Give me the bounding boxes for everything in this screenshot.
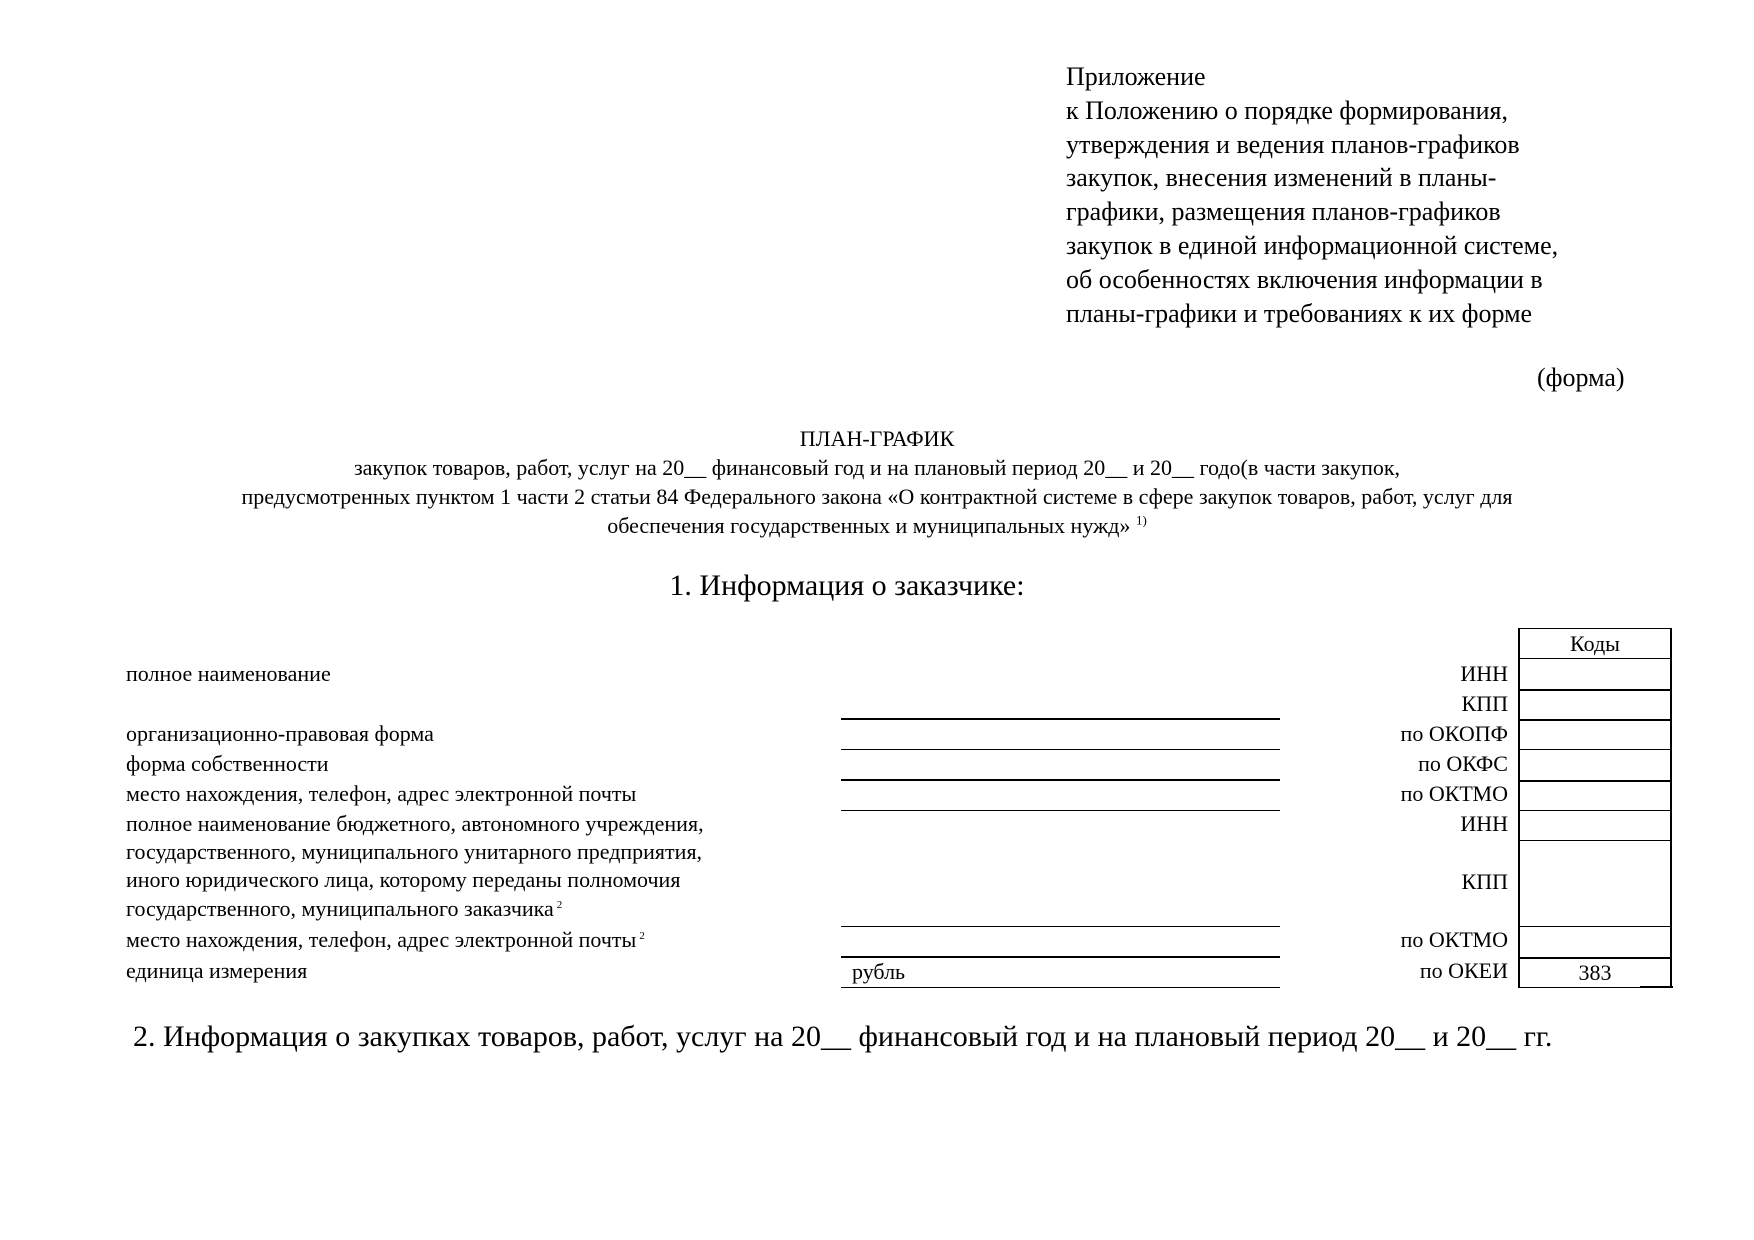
title-line-2: предусмотренных пунктом 1 части 2 статьи 84 Федерального закона «О контрактной системе в сфере закупок товаров, работ, услуг для [241,484,1513,509]
ownership-form-field-line[interactable] [841,779,1280,781]
code-cell-okopf[interactable] [1519,720,1671,750]
code-label-kpp: КПП [1461,691,1508,716]
code-cell-kpp[interactable] [1519,690,1671,720]
appendix-line: закупок в единой информационной системе, [1066,230,1559,260]
code-cell-okei[interactable]: 383 [1519,958,1671,988]
field-label-delegated-entity-1: полное наименование бюджетного, автономного учреждения, [126,811,704,836]
field-label-location: место нахождения, телефон, адрес электронной почты [126,781,637,806]
code-label-okfs: по ОКФС [1418,751,1508,776]
code-cell-kpp-2[interactable] [1519,841,1671,927]
footnote-mark: 1) [1135,512,1147,528]
footnote-mark: 2 [639,929,645,942]
code-cell-oktmo[interactable] [1519,781,1671,811]
appendix-line: планы-графики и требованиях к их форме [1066,298,1533,328]
field-label-full-name: полное наименование [126,661,331,686]
code-cell-oktmo-2[interactable] [1519,927,1671,958]
code-label-oktmo: по ОКТМО [1400,781,1508,806]
location-2-field-line[interactable] [841,956,1280,958]
title-main: ПЛАН-ГРАФИК [799,426,955,451]
footnote-mark: 2 [556,898,563,911]
field-label-delegated-entity-4 [126,895,562,923]
code-label-oktmo-2: по ОКТМО [1400,927,1508,952]
full-name-field-line[interactable] [841,718,1280,720]
appendix-header [1066,60,1706,330]
table-border-accent [1640,986,1673,988]
title-line-1: закупок товаров, работ, услуг на 20__ финансовый год и на плановый период 20__ и 20__ годо(в части закупок, [353,455,1401,480]
appendix-line: об особенностях включения информации в [1066,264,1543,294]
appendix-line: Приложение [1066,62,1206,91]
code-cell-inn[interactable] [1519,659,1671,690]
section-1-heading [0,568,1754,604]
form-label: (форма) [1537,363,1625,392]
code-label-inn: ИНН [1460,661,1508,686]
field-label-legal-form: организационно-правовая форма [126,721,434,746]
section-2-heading: 2. Информация о закупках товаров, работ, услуг на 20__ финансовый год и на плановый период 20__ и 20__ гг. [133,1020,1553,1053]
codes-header: Коды [1519,629,1671,659]
appendix-line: закупок, внесения изменений в планы- [1066,163,1497,193]
field-label-text: государственного, муниципального заказчика [126,896,554,921]
code-label-okopf: по ОКОПФ [1400,721,1508,746]
code-label-kpp-2: КПП [1461,869,1508,894]
document-title [0,424,1754,540]
code-label-inn-2: ИНН [1460,811,1508,836]
field-label-delegated-entity-3: иного юридического лица, которому переданы полномочия [126,867,681,892]
field-label-ownership-form: форма собственности [126,751,329,776]
legal-form-field-line[interactable] [841,749,1280,750]
title-line-3-text: обеспечения государственных и муниципальных нужд» [607,513,1131,538]
appendix-line: к Положению о порядке формирования, [1066,95,1509,125]
unit-field-line[interactable] [841,987,1280,988]
location-field-line[interactable] [841,810,1280,811]
codes-table [1518,628,1672,988]
appendix-line: графики, размещения планов-графиков [1066,197,1501,227]
delegated-entity-field-line[interactable] [841,926,1280,927]
code-label-okei: по ОКЕИ [1419,958,1508,983]
code-cell-inn-2[interactable] [1519,811,1671,841]
field-label-unit: единица измерения [126,958,308,983]
title-line-3 [0,511,1754,540]
appendix-line: утверждения и ведения планов-графиков [1066,129,1520,159]
field-label-delegated-entity-2: государственного, муниципального унитарного предприятия, [126,839,703,864]
code-cell-okfs[interactable] [1519,750,1671,781]
section-1-heading-text: 1. Информация о заказчике: [669,569,1025,602]
field-label-text: место нахождения, телефон, адрес электронной почты [126,927,637,952]
field-label-location-2 [126,926,645,954]
unit-field-value[interactable]: рубль [852,959,906,984]
